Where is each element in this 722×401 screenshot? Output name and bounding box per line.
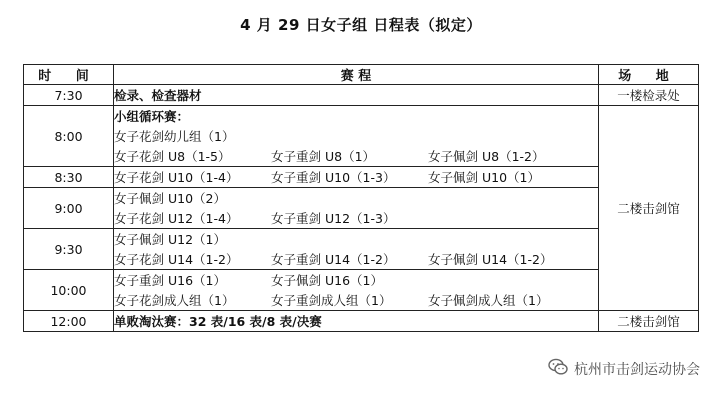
time-cell: 8:00 [24,106,114,167]
event-item: 女子佩剑 U16（1） [271,273,383,288]
program-cell [114,85,599,106]
program-line [114,146,598,166]
event-item: 女子佩剑成人组（1） [428,293,549,308]
watermark-text: 杭州市击剑运动协会 [574,362,700,378]
event-item: 女子佩剑 U8（1-2） [428,149,545,164]
program-line [114,311,598,331]
venue-cell: 二楼击剑馆 [599,311,699,332]
program-line [114,229,598,249]
program-cell [114,106,599,167]
event-item: 女子花剑 U14（1-2） [114,252,239,267]
event-item: 小组循环赛： [114,109,190,124]
program-line [114,208,598,228]
time-cell: 8:30 [24,167,114,188]
page-title: 4 月 29 日女子组 日程表（拟定） [240,16,482,34]
event-item: 女子重剑 U12（1-3） [271,211,396,226]
program-line [114,126,598,146]
time-cell: 10:00 [24,270,114,311]
program-line [114,249,598,269]
time-cell: 9:00 [24,188,114,229]
table-row [24,85,699,106]
event-item: 女子花剑成人组（1） [114,293,235,308]
program-cell [114,229,599,270]
program-line [114,188,598,208]
venue-cell: 一楼检录处 [599,85,699,106]
table-row [24,229,699,270]
event-item: 女子重剑 U14（1-2） [271,252,396,267]
event-item: 女子重剑 U16（1） [114,273,226,288]
event-item: 女子花剑幼儿组（1） [114,129,235,144]
schedule-table [23,64,699,332]
event-item: 女子佩剑 U10（1） [428,170,540,185]
header-program: 赛 程 [114,65,599,85]
event-item: 女子佩剑 U10（2） [114,191,226,206]
time-cell: 12:00 [24,311,114,332]
event-item: 女子重剑 U8（1） [271,149,376,164]
table-row [24,167,699,188]
venue-cell: 二楼击剑馆 [599,106,699,311]
event-item: 女子重剑 U10（1-3） [271,170,396,185]
table-row [24,311,699,332]
wechat-icon [548,358,568,380]
program-line [114,290,598,310]
event-item: 女子佩剑 U14（1-2） [428,252,553,267]
time-cell: 7:30 [24,85,114,106]
header-time: 时 间 [24,65,114,85]
schedule-body [24,85,699,332]
program-cell [114,270,599,311]
table-header-row [24,65,699,85]
time-cell: 9:30 [24,229,114,270]
header-venue: 场 地 [599,65,699,85]
program-line [114,85,598,105]
program-line [114,106,598,126]
event-item: 女子花剑 U8（1-5） [114,149,231,164]
event-item: 检录、检查器材 [114,88,202,103]
event-item: 女子佩剑 U12（1） [114,232,226,247]
program-line [114,167,598,187]
table-row [24,188,699,229]
event-item: 女子重剑成人组（1） [271,293,392,308]
event-item: 女子花剑 U12（1-4） [114,211,239,226]
event-item: 女子花剑 U10（1-4） [114,170,239,185]
table-row [24,106,699,167]
watermark [548,358,700,380]
event-item: 单败淘汰赛：32 表/16 表/8 表/决赛 [114,314,322,329]
program-cell [114,167,599,188]
program-cell [114,188,599,229]
program-cell [114,311,599,332]
program-line [114,270,598,290]
table-row [24,270,699,311]
